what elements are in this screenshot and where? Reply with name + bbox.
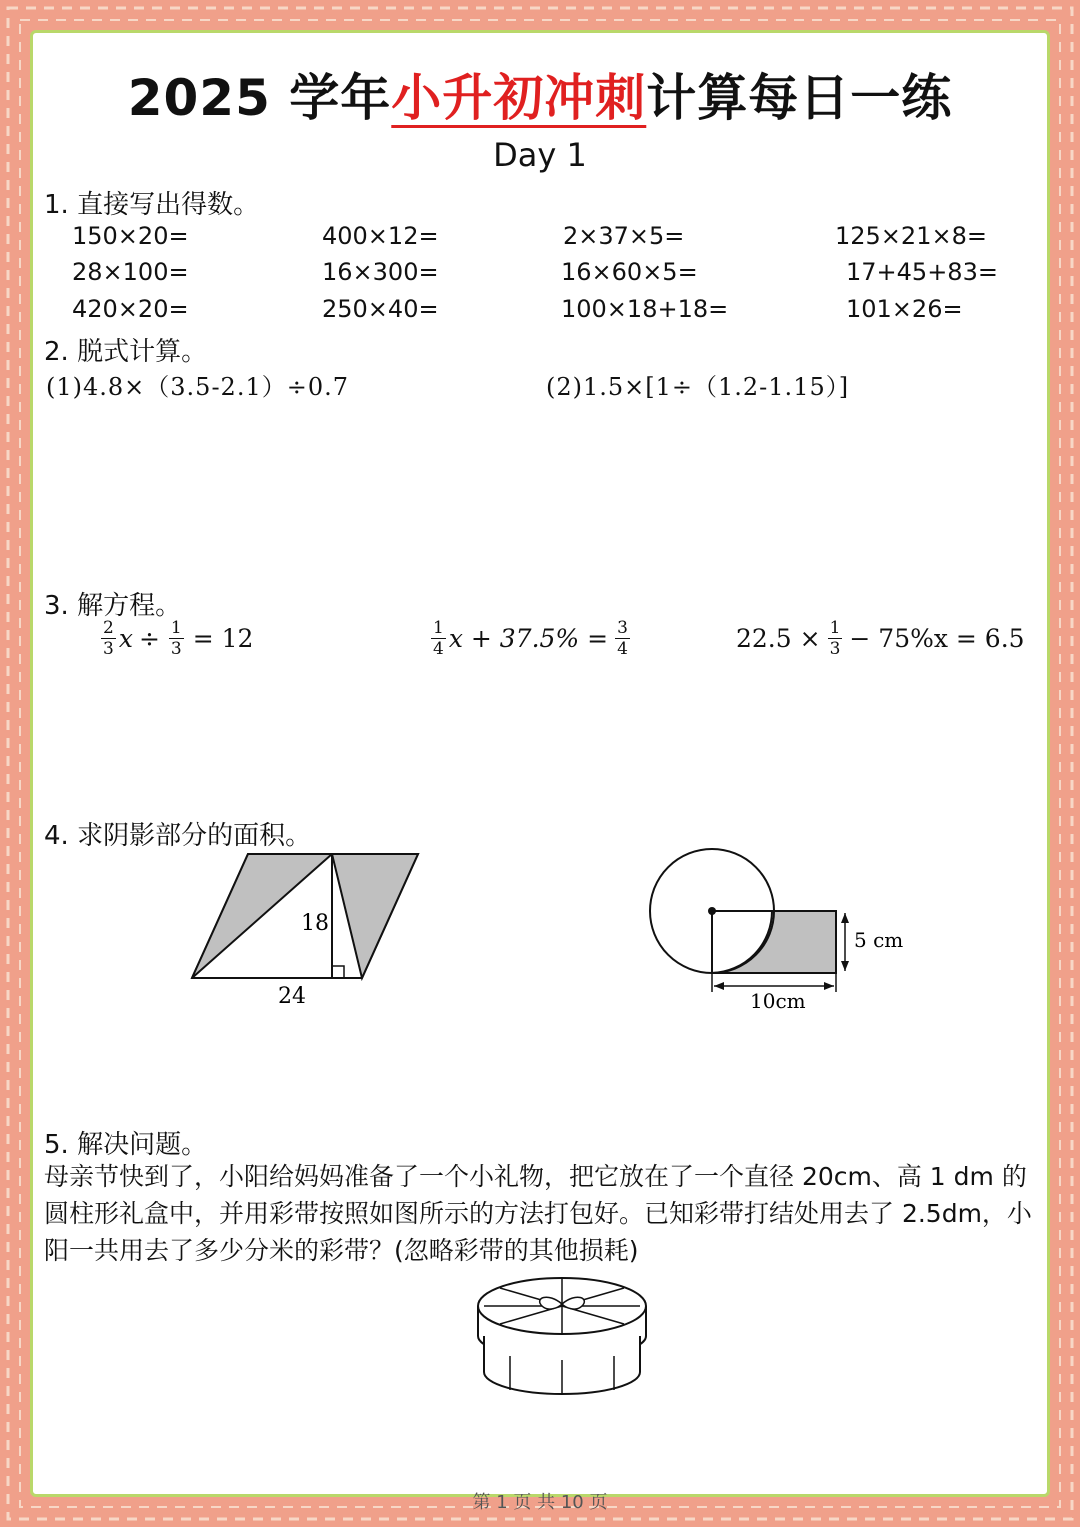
width-label: 10cm [750, 989, 806, 1013]
title-year: 2025 学年 [127, 69, 392, 127]
q2-heading: 2. 脱式计算。 [44, 337, 208, 367]
q1-item: 250×40= [322, 295, 439, 323]
page-footer: 第 1 页 共 10 页 [472, 1492, 608, 1513]
q1-item: 125×21×8= [835, 222, 987, 250]
fraction: $\frac{1}{3}$ [829, 618, 841, 659]
q2-item-1: (1)4.8×（3.5-2.1）÷0.7 [46, 373, 349, 401]
fraction: $\frac{1}{3}$ [170, 618, 182, 659]
equation-1: $\frac{2}{3}$ x ÷ $\frac{1}{3}$ = 12 [103, 618, 254, 659]
q1-item: 16×300= [322, 258, 439, 286]
fraction: $\frac{3}{4}$ [617, 618, 628, 659]
q3-heading: 3. 解方程。 [44, 591, 182, 621]
height-label: 18 [301, 911, 329, 936]
q1-heading: 1. 直接写出得数。 [44, 190, 260, 220]
fraction: $\frac{1}{4}$ [433, 618, 444, 659]
title-rest: 计算每日一练 [646, 69, 953, 127]
q1-item: 100×18+18= [561, 295, 729, 323]
q1-item: 2×37×5= [563, 222, 685, 250]
base-label: 24 [278, 984, 306, 1009]
equation-2: $\frac{1}{4}$ x + 37.5% = $\frac{3}{4}$ [433, 618, 628, 659]
title-highlight: 小升初冲刺 [391, 69, 647, 127]
circle-center [708, 907, 716, 915]
q5-problem-text: 母亲节快到了，小阳给妈妈准备了一个小礼物，把它放在了一个直径 20cm、高 1 dm 的圆柱形礼盒中，并用彩带按照如图所示的方法打包好。已知彩带打结处用去了 2.5dm，小阳一共用去了多少分米的彩带？(忽略彩带的其他损耗) [44, 1162, 1032, 1265]
page-title [0, 58, 1080, 130]
gift-box-figure [470, 1268, 655, 1403]
q5-heading: 5. 解决问题。 [44, 1130, 208, 1160]
parallelogram-figure [180, 845, 430, 1015]
q4-heading: 4. 求阴影部分的面积。 [44, 821, 312, 851]
q1-item: 16×60×5= [561, 258, 698, 286]
q1-item: 101×26= [846, 295, 963, 323]
circle-rectangle-figure [640, 840, 920, 1020]
q1-item: 150×20= [72, 222, 189, 250]
height-label: 5 cm [854, 928, 904, 952]
q1-item: 420×20= [72, 295, 189, 323]
fraction: $\frac{2}{3}$ [103, 618, 114, 659]
q1-item: 17+45+83= [846, 258, 998, 286]
q1-item: 28×100= [72, 258, 189, 286]
q1-item: 400×12= [322, 222, 439, 250]
q2-item-2: (2)1.5×[1÷（1.2-1.15）] [546, 373, 850, 401]
day-label: Day 1 [493, 136, 587, 174]
equation-3: 22.5 × $\frac{1}{3}$ − 75%x = 6.5 [736, 618, 1025, 659]
